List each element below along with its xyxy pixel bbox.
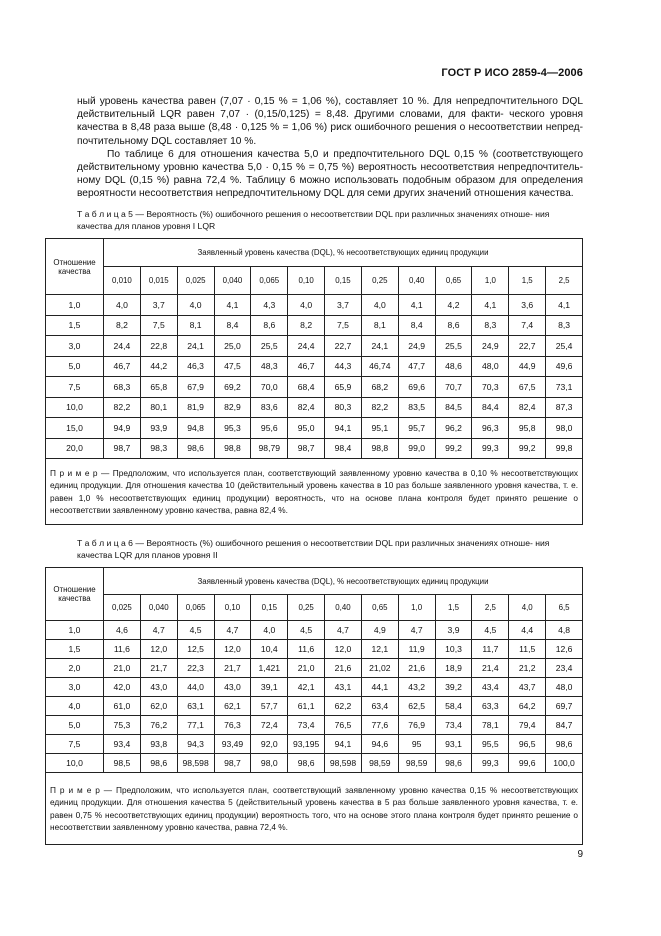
- value-cell: 98,6: [288, 754, 325, 773]
- table-row: [46, 438, 583, 459]
- value-cell: 68,4: [288, 377, 325, 398]
- value-cell: 44,1: [361, 678, 398, 697]
- value-cell: 3,7: [325, 295, 362, 316]
- intro-paragraph-2: По таблице 6 для отношения качества 5,0 и предпочтительного DQL 0,15 % (соответствующего действительному уровню качества 5,0 · 0,15 % = 0,75 %) вероятность несоответствия непредпочтитель- ному DQL (0,15 %) равна 72,4 %. Таблицу 6 можно использовать подобным образом для определения вероятности несоответствия непредпочтительному DQL для семи других значений отношения качества.: [77, 148, 583, 200]
- value-cell: 99,3: [472, 754, 509, 773]
- table-row: [46, 336, 583, 357]
- value-cell: 22,7: [509, 336, 546, 357]
- value-cell: 8,6: [435, 315, 472, 336]
- value-cell: 61,0: [104, 697, 141, 716]
- value-cell: 98,6: [546, 735, 583, 754]
- intro-paragraph-1: ный уровень качества равен (7,07 · 0,15 % = 1,06 %), составляет 10 %. Для непредпочтительного DQL действительный LQR равен 7,07 · (0,15/0,125) = 8,48. Другими словами, для факти- ческого уровня качества в 8,48 раза выше (8,48 · 0,125 % = 1,06 %) риск ошибочного решения о несоответствии непред- почтительному DQL составляет 10 %.: [77, 96, 583, 147]
- value-cell: 22,8: [140, 336, 177, 357]
- value-cell: 81,9: [177, 397, 214, 418]
- value-cell: 65,8: [140, 377, 177, 398]
- table5-column-header: 0,40: [398, 267, 435, 295]
- table6-column-header: 0,025: [104, 595, 141, 621]
- table5-column-header: 0,10: [288, 267, 325, 295]
- value-cell: 8,3: [546, 315, 583, 336]
- value-cell: 61,1: [288, 697, 325, 716]
- value-cell: 95,5: [472, 735, 509, 754]
- value-cell: 93,1: [435, 735, 472, 754]
- value-cell: 12,5: [177, 640, 214, 659]
- value-cell: 73,4: [288, 716, 325, 735]
- value-cell: 4,7: [140, 621, 177, 640]
- value-cell: 46,7: [288, 356, 325, 377]
- table6-ratio-header: Отношение качества: [46, 568, 104, 621]
- value-cell: 73,4: [435, 716, 472, 735]
- value-cell: 76,2: [140, 716, 177, 735]
- value-cell: 94,9: [104, 418, 141, 439]
- value-cell: 44,2: [140, 356, 177, 377]
- value-cell: 25,5: [251, 336, 288, 357]
- value-cell: 98,79: [251, 438, 288, 459]
- value-cell: 12,0: [140, 640, 177, 659]
- value-cell: 8,2: [104, 315, 141, 336]
- value-cell: 4,1: [214, 295, 251, 316]
- value-cell: 83,6: [251, 397, 288, 418]
- value-cell: 65,9: [325, 377, 362, 398]
- table5-column-header: 0,010: [104, 267, 141, 295]
- value-cell: 4,0: [361, 295, 398, 316]
- value-cell: 43,2: [398, 678, 435, 697]
- table6-column-header: 0,25: [288, 595, 325, 621]
- ratio-cell: 10,0: [46, 754, 104, 773]
- value-cell: 8,4: [398, 315, 435, 336]
- value-cell: 95,7: [398, 418, 435, 439]
- value-cell: 24,1: [361, 336, 398, 357]
- value-cell: 80,1: [140, 397, 177, 418]
- ratio-cell: 1,0: [46, 621, 104, 640]
- table-row: [46, 315, 583, 336]
- value-cell: 76,9: [398, 716, 435, 735]
- value-cell: 12,1: [361, 640, 398, 659]
- value-cell: 95,8: [509, 418, 546, 439]
- value-cell: 94,8: [177, 418, 214, 439]
- table-row: [46, 377, 583, 398]
- table5-column-header: 0,15: [325, 267, 362, 295]
- table5-column-header: 0,040: [214, 267, 251, 295]
- value-cell: 77,1: [177, 716, 214, 735]
- value-cell: 84,5: [435, 397, 472, 418]
- value-cell: 4,7: [214, 621, 251, 640]
- ratio-cell: 1,5: [46, 640, 104, 659]
- value-cell: 98,598: [325, 754, 362, 773]
- ratio-cell: 3,0: [46, 336, 104, 357]
- value-cell: 87,3: [546, 397, 583, 418]
- ratio-cell: 7,5: [46, 377, 104, 398]
- value-cell: 82,2: [361, 397, 398, 418]
- value-cell: 100,0: [546, 754, 583, 773]
- value-cell: 12,0: [214, 640, 251, 659]
- table5-example-note: П р и м е р — Предположим, что используется план, соответствующий заявленному уровню качества в 0,10 % несоответствующих единиц продукции. Для отношения качества 10 (действительный уровень качества в 10 раз больше заявленного уровня качества, т. е. равен 1,0 % несоответствующих единиц продукции) вероятность, что на основе плана контроля будет принято решение о несоответствии заявленному уровню качества, равна 82,4 %.: [46, 459, 583, 525]
- value-cell: 82,4: [509, 397, 546, 418]
- value-cell: 4,0: [251, 621, 288, 640]
- table5-column-header: 0,65: [435, 267, 472, 295]
- table6-column-header: 0,10: [214, 595, 251, 621]
- value-cell: 7,4: [509, 315, 546, 336]
- value-cell: 48,6: [435, 356, 472, 377]
- value-cell: 58,4: [435, 697, 472, 716]
- value-cell: 98,3: [140, 438, 177, 459]
- value-cell: 62,2: [325, 697, 362, 716]
- value-cell: 67,9: [177, 377, 214, 398]
- value-cell: 4,9: [361, 621, 398, 640]
- value-cell: 39,1: [251, 678, 288, 697]
- value-cell: 8,6: [251, 315, 288, 336]
- value-cell: 83,5: [398, 397, 435, 418]
- value-cell: 4,8: [546, 621, 583, 640]
- table6-column-header: 2,5: [472, 595, 509, 621]
- value-cell: 47,7: [398, 356, 435, 377]
- ratio-cell: 10,0: [46, 397, 104, 418]
- value-cell: 96,3: [472, 418, 509, 439]
- value-cell: 44,3: [325, 356, 362, 377]
- value-cell: 21,7: [214, 659, 251, 678]
- value-cell: 21,02: [361, 659, 398, 678]
- value-cell: 4,3: [251, 295, 288, 316]
- value-cell: 24,1: [177, 336, 214, 357]
- value-cell: 43,0: [140, 678, 177, 697]
- value-cell: 98,0: [546, 418, 583, 439]
- value-cell: 4,5: [472, 621, 509, 640]
- value-cell: 64,2: [509, 697, 546, 716]
- value-cell: 4,5: [177, 621, 214, 640]
- value-cell: 98,4: [325, 438, 362, 459]
- value-cell: 70,3: [472, 377, 509, 398]
- value-cell: 4,0: [177, 295, 214, 316]
- ratio-cell: 5,0: [46, 716, 104, 735]
- value-cell: 99,6: [509, 754, 546, 773]
- value-cell: 44,0: [177, 678, 214, 697]
- value-cell: 98,59: [398, 754, 435, 773]
- value-cell: 1,421: [251, 659, 288, 678]
- value-cell: 70,0: [251, 377, 288, 398]
- value-cell: 46,3: [177, 356, 214, 377]
- ratio-cell: 15,0: [46, 418, 104, 439]
- value-cell: 46,74: [361, 356, 398, 377]
- table5-column-header: 2,5: [546, 267, 583, 295]
- value-cell: 22,3: [177, 659, 214, 678]
- value-cell: 47,5: [214, 356, 251, 377]
- value-cell: 11,6: [104, 640, 141, 659]
- value-cell: 98,6: [140, 754, 177, 773]
- value-cell: 76,3: [214, 716, 251, 735]
- value-cell: 43,4: [472, 678, 509, 697]
- document-code: ГОСТ Р ИСО 2859-4—2006: [441, 67, 583, 79]
- value-cell: 25,5: [435, 336, 472, 357]
- ratio-cell: 1,0: [46, 295, 104, 316]
- table5-group-header: Заявленный уровень качества (DQL), % несоответствующих единиц продукции: [104, 239, 583, 267]
- value-cell: 48,0: [546, 678, 583, 697]
- table6-column-header: 0,15: [251, 595, 288, 621]
- value-cell: 4,1: [472, 295, 509, 316]
- value-cell: 21,6: [325, 659, 362, 678]
- value-cell: 98,0: [251, 754, 288, 773]
- table5: [45, 238, 583, 525]
- ratio-cell: 5,0: [46, 356, 104, 377]
- table-row: [46, 735, 583, 754]
- value-cell: 4,5: [288, 621, 325, 640]
- value-cell: 8,1: [177, 315, 214, 336]
- value-cell: 93,4: [104, 735, 141, 754]
- intro-text: [77, 95, 583, 201]
- value-cell: 10,4: [251, 640, 288, 659]
- value-cell: 42,1: [288, 678, 325, 697]
- value-cell: 78,1: [472, 716, 509, 735]
- value-cell: 8,2: [288, 315, 325, 336]
- value-cell: 3,6: [509, 295, 546, 316]
- value-cell: 24,9: [472, 336, 509, 357]
- table6-column-header: 6,5: [546, 595, 583, 621]
- value-cell: 95,3: [214, 418, 251, 439]
- value-cell: 92,0: [251, 735, 288, 754]
- value-cell: 21,6: [398, 659, 435, 678]
- value-cell: 93,195: [288, 735, 325, 754]
- value-cell: 11,6: [288, 640, 325, 659]
- table-row: [46, 397, 583, 418]
- value-cell: 8,3: [472, 315, 509, 336]
- value-cell: 4,4: [509, 621, 546, 640]
- table-row: [46, 754, 583, 773]
- value-cell: 79,4: [509, 716, 546, 735]
- value-cell: 4,6: [104, 621, 141, 640]
- value-cell: 99,0: [398, 438, 435, 459]
- table5-column-header: 0,25: [361, 267, 398, 295]
- value-cell: 23,4: [546, 659, 583, 678]
- value-cell: 96,5: [509, 735, 546, 754]
- value-cell: 99,3: [472, 438, 509, 459]
- value-cell: 43,0: [214, 678, 251, 697]
- value-cell: 93,9: [140, 418, 177, 439]
- value-cell: 62,0: [140, 697, 177, 716]
- value-cell: 25,0: [214, 336, 251, 357]
- value-cell: 12,6: [546, 640, 583, 659]
- value-cell: 84,4: [472, 397, 509, 418]
- value-cell: 7,5: [325, 315, 362, 336]
- ratio-cell: 2,0: [46, 659, 104, 678]
- value-cell: 21,0: [288, 659, 325, 678]
- value-cell: 94,3: [177, 735, 214, 754]
- value-cell: 4,1: [398, 295, 435, 316]
- value-cell: 99,8: [546, 438, 583, 459]
- table6-group-header: Заявленный уровень качества (DQL), % несоответствующих единиц продукции: [104, 568, 583, 595]
- value-cell: 25,4: [546, 336, 583, 357]
- value-cell: 24,9: [398, 336, 435, 357]
- value-cell: 43,1: [325, 678, 362, 697]
- value-cell: 63,3: [472, 697, 509, 716]
- value-cell: 49,6: [546, 356, 583, 377]
- value-cell: 3,7: [140, 295, 177, 316]
- table5-column-header: 0,015: [140, 267, 177, 295]
- table-row: [46, 716, 583, 735]
- table-row: [46, 356, 583, 377]
- value-cell: 48,0: [472, 356, 509, 377]
- table5-column-header: 1,0: [472, 267, 509, 295]
- ratio-cell: 1,5: [46, 315, 104, 336]
- value-cell: 98,7: [104, 438, 141, 459]
- value-cell: 8,4: [214, 315, 251, 336]
- value-cell: 57,7: [251, 697, 288, 716]
- value-cell: 99,2: [435, 438, 472, 459]
- value-cell: 98,8: [214, 438, 251, 459]
- value-cell: 4,1: [546, 295, 583, 316]
- ratio-cell: 7,5: [46, 735, 104, 754]
- value-cell: 73,1: [546, 377, 583, 398]
- value-cell: 4,7: [325, 621, 362, 640]
- value-cell: 98,6: [435, 754, 472, 773]
- value-cell: 93,49: [214, 735, 251, 754]
- table-row: [46, 295, 583, 316]
- ratio-cell: 20,0: [46, 438, 104, 459]
- table6-example-note: П р и м е р — Предположим, что используется план, соответствующий заявленному уровню качества 0,15 % несоответствующих единиц продукции. Для отношения качества 5 (действительный уровень качества в 5 раз больше заявленного уровня качества, т. е. равен 0,75 % несоответствующих единиц продукции) вероятность того, что на основе этого плана контроля будет принято решение о несоответствии заявленному уровню качества, равна 72,4 %.: [46, 773, 583, 845]
- value-cell: 24,4: [288, 336, 325, 357]
- value-cell: 96,2: [435, 418, 472, 439]
- value-cell: 93,8: [140, 735, 177, 754]
- table-row: [46, 621, 583, 640]
- value-cell: 70,7: [435, 377, 472, 398]
- value-cell: 98,6: [177, 438, 214, 459]
- value-cell: 82,9: [214, 397, 251, 418]
- value-cell: 21,0: [104, 659, 141, 678]
- table6-caption: Т а б л и ц а 6 — Вероятность (%) ошибочного решения о несоответствии DQL при различных значениях отноше- ния качества LQR для планов уровня II: [77, 538, 550, 561]
- table6-column-header: 1,5: [435, 595, 472, 621]
- table6-column-header: 1,0: [398, 595, 435, 621]
- table-row: [46, 659, 583, 678]
- table6: [45, 567, 583, 845]
- ratio-cell: 4,0: [46, 697, 104, 716]
- value-cell: 98,7: [288, 438, 325, 459]
- table5-column-header: 1,5: [509, 267, 546, 295]
- value-cell: 63,1: [177, 697, 214, 716]
- table5-column-header: 0,025: [177, 267, 214, 295]
- value-cell: 67,5: [509, 377, 546, 398]
- value-cell: 76,5: [325, 716, 362, 735]
- table6-column-header: 4,0: [509, 595, 546, 621]
- page-number: 9: [577, 849, 583, 860]
- value-cell: 95: [398, 735, 435, 754]
- value-cell: 11,7: [472, 640, 509, 659]
- value-cell: 22,7: [325, 336, 362, 357]
- table-row: [46, 678, 583, 697]
- value-cell: 95,0: [288, 418, 325, 439]
- value-cell: 39,2: [435, 678, 472, 697]
- value-cell: 4,0: [104, 295, 141, 316]
- value-cell: 24,4: [104, 336, 141, 357]
- value-cell: 48,3: [251, 356, 288, 377]
- value-cell: 4,2: [435, 295, 472, 316]
- value-cell: 77,6: [361, 716, 398, 735]
- value-cell: 84,7: [546, 716, 583, 735]
- value-cell: 11,9: [398, 640, 435, 659]
- value-cell: 72,4: [251, 716, 288, 735]
- value-cell: 7,5: [140, 315, 177, 336]
- table-row: [46, 697, 583, 716]
- value-cell: 98,59: [361, 754, 398, 773]
- value-cell: 98,598: [177, 754, 214, 773]
- value-cell: 94,1: [325, 418, 362, 439]
- value-cell: 4,7: [398, 621, 435, 640]
- ratio-cell: 3,0: [46, 678, 104, 697]
- value-cell: 98,8: [361, 438, 398, 459]
- value-cell: 95,1: [361, 418, 398, 439]
- value-cell: 69,6: [398, 377, 435, 398]
- value-cell: 46,7: [104, 356, 141, 377]
- value-cell: 94,1: [325, 735, 362, 754]
- value-cell: 21,2: [509, 659, 546, 678]
- value-cell: 3,9: [435, 621, 472, 640]
- value-cell: 68,3: [104, 377, 141, 398]
- value-cell: 62,1: [214, 697, 251, 716]
- value-cell: 98,7: [214, 754, 251, 773]
- value-cell: 10,3: [435, 640, 472, 659]
- table6-column-header: 0,65: [361, 595, 398, 621]
- value-cell: 63,4: [361, 697, 398, 716]
- value-cell: 4,0: [288, 295, 325, 316]
- value-cell: 98,5: [104, 754, 141, 773]
- table5-column-header: 0,065: [251, 267, 288, 295]
- value-cell: 18,9: [435, 659, 472, 678]
- value-cell: 42,0: [104, 678, 141, 697]
- table5-ratio-header: Отношение качества: [46, 239, 104, 295]
- value-cell: 12,0: [325, 640, 362, 659]
- value-cell: 21,7: [140, 659, 177, 678]
- table-row: [46, 640, 583, 659]
- value-cell: 69,2: [214, 377, 251, 398]
- table6-column-header: 0,40: [325, 595, 362, 621]
- table5-caption: Т а б л и ц а 5 — Вероятность (%) ошибочного решения о несоответствии DQL при различных значениях отноше- ния качества для планов уровня I LQR: [77, 209, 550, 232]
- value-cell: 94,6: [361, 735, 398, 754]
- table6-column-header: 0,040: [140, 595, 177, 621]
- table-row: [46, 418, 583, 439]
- value-cell: 69,7: [546, 697, 583, 716]
- value-cell: 11,5: [509, 640, 546, 659]
- value-cell: 82,2: [104, 397, 141, 418]
- table6-column-header: 0,065: [177, 595, 214, 621]
- value-cell: 62,5: [398, 697, 435, 716]
- value-cell: 80,3: [325, 397, 362, 418]
- value-cell: 99,2: [509, 438, 546, 459]
- value-cell: 44,9: [509, 356, 546, 377]
- value-cell: 21,4: [472, 659, 509, 678]
- value-cell: 8,1: [361, 315, 398, 336]
- value-cell: 43,7: [509, 678, 546, 697]
- value-cell: 75,3: [104, 716, 141, 735]
- value-cell: 82,4: [288, 397, 325, 418]
- value-cell: 68,2: [361, 377, 398, 398]
- value-cell: 95,6: [251, 418, 288, 439]
